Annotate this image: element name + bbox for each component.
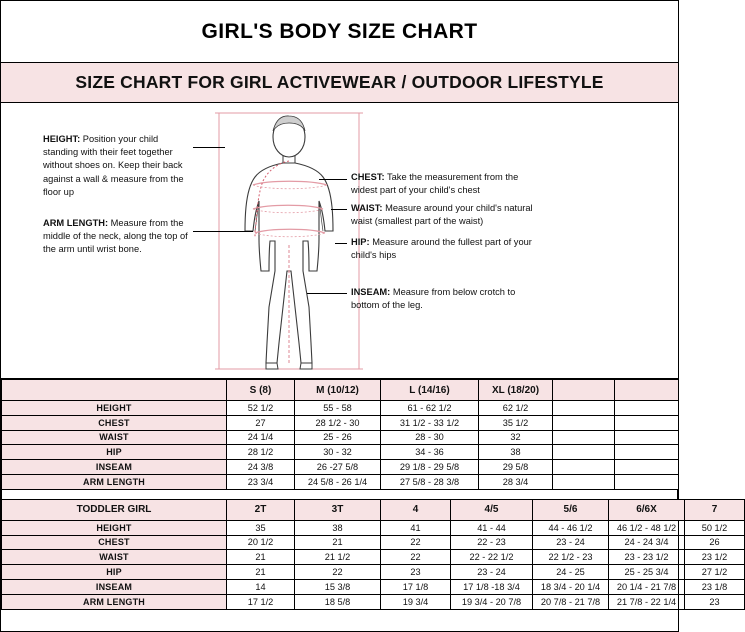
- girls-cell-waist-x2: [615, 430, 679, 445]
- girls-cell-arm-s: 23 3/4: [227, 474, 295, 489]
- toddler-cell-arm-6-6x: 21 7/8 - 22 1/4: [609, 594, 685, 609]
- toddler-cell-height-3t: 38: [295, 520, 381, 535]
- girls-cell-hip-xl: 38: [479, 445, 553, 460]
- girls-row-label-height: HEIGHT: [2, 401, 227, 416]
- note-waist-label: WAIST:: [351, 203, 383, 213]
- toddler-cell-waist-5-6: 22 1/2 - 23: [533, 550, 609, 565]
- girls-cell-chest-m: 28 1/2 - 30: [295, 415, 381, 430]
- table-row: [2, 460, 679, 475]
- girls-size-table: [1, 379, 679, 490]
- toddler-cell-inseam-7: 23 1/8: [685, 579, 745, 594]
- toddler-size-table-block: [1, 499, 728, 610]
- girls-cell-waist-m: 25 - 26: [295, 430, 381, 445]
- toddler-cell-chest-2t: 20 1/2: [227, 535, 295, 550]
- toddler-cell-height-6-6x: 46 1/2 - 48 1/2: [609, 520, 685, 535]
- girls-header-xl: XL (18/20): [479, 380, 553, 401]
- girl-figure-illustration: [209, 111, 369, 373]
- note-height: [43, 133, 193, 199]
- girls-cell-chest-l: 31 1/2 - 33 1/2: [381, 415, 479, 430]
- girls-cell-height-x2: [615, 401, 679, 416]
- girls-cell-arm-x2: [615, 474, 679, 489]
- toddler-cell-hip-2t: 21: [227, 565, 295, 580]
- table-row: [2, 474, 679, 489]
- girls-cell-hip-x1: [553, 445, 615, 460]
- toddler-header-3t: 3T: [295, 499, 381, 520]
- toddler-cell-chest-3t: 21: [295, 535, 381, 550]
- toddler-cell-waist-4-5: 22 - 22 1/2: [451, 550, 533, 565]
- toddler-header-7: 7: [685, 499, 745, 520]
- toddler-cell-chest-4: 22: [381, 535, 451, 550]
- table-row: [2, 535, 745, 550]
- toddler-cell-arm-7: 23: [685, 594, 745, 609]
- girls-cell-arm-x1: [553, 474, 615, 489]
- toddler-row-label-waist: WAIST: [2, 550, 227, 565]
- toddler-row-label-chest: CHEST: [2, 535, 227, 550]
- girls-cell-waist-s: 24 1/4: [227, 430, 295, 445]
- girls-cell-inseam-s: 24 3/8: [227, 460, 295, 475]
- girls-size-table-block: [1, 379, 678, 490]
- note-chest-label: CHEST:: [351, 172, 385, 182]
- leader-arm-length: [193, 231, 253, 232]
- toddler-cell-hip-3t: 22: [295, 565, 381, 580]
- girls-cell-chest-x1: [553, 415, 615, 430]
- note-height-text: Position your child standing with their feet together without shoes on. Keep their back against a wall & measure from the floor up: [43, 134, 184, 197]
- girls-cell-waist-xl: 32: [479, 430, 553, 445]
- girls-cell-chest-x2: [615, 415, 679, 430]
- girls-cell-hip-x2: [615, 445, 679, 460]
- leader-waist: [331, 209, 347, 210]
- note-waist: [351, 202, 541, 228]
- note-hip: [351, 236, 541, 262]
- toddler-cell-waist-4: 22: [381, 550, 451, 565]
- toddler-cell-hip-4: 23: [381, 565, 451, 580]
- toddler-header-title: TODDLER GIRL: [2, 499, 227, 520]
- toddler-size-table: [1, 499, 745, 610]
- toddler-row-label-arm-length: ARM LENGTH: [2, 594, 227, 609]
- toddler-cell-inseam-3t: 15 3/8: [295, 579, 381, 594]
- toddler-cell-hip-4-5: 23 - 24: [451, 565, 533, 580]
- table-row: [2, 579, 745, 594]
- toddler-row-label-height: HEIGHT: [2, 520, 227, 535]
- girls-cell-arm-xl: 28 3/4: [479, 474, 553, 489]
- table-row: [2, 594, 745, 609]
- girls-cell-height-xl: 62 1/2: [479, 401, 553, 416]
- table-row: [2, 445, 679, 460]
- girls-cell-inseam-m: 26 -27 5/8: [295, 460, 381, 475]
- subtitle-bar: [1, 63, 678, 103]
- girls-cell-hip-m: 30 - 32: [295, 445, 381, 460]
- girls-header-s: S (8): [227, 380, 295, 401]
- leader-inseam: [307, 293, 347, 294]
- table-row: [2, 520, 745, 535]
- girls-header-l: L (14/16): [381, 380, 479, 401]
- toddler-cell-height-4-5: 41 - 44: [451, 520, 533, 535]
- note-chest: [351, 171, 541, 197]
- girls-row-label-waist: WAIST: [2, 430, 227, 445]
- girls-cell-height-l: 61 - 62 1/2: [381, 401, 479, 416]
- leader-height: [193, 147, 225, 148]
- leader-hip: [335, 243, 347, 244]
- girls-cell-inseam-l: 29 1/8 - 29 5/8: [381, 460, 479, 475]
- note-height-label: HEIGHT:: [43, 134, 81, 144]
- toddler-header-5-6: 5/6: [533, 499, 609, 520]
- toddler-cell-height-5-6: 44 - 46 1/2: [533, 520, 609, 535]
- toddler-cell-chest-5-6: 23 - 24: [533, 535, 609, 550]
- girls-header-extra-1: [553, 380, 615, 401]
- toddler-row-label-hip: HIP: [2, 565, 227, 580]
- toddler-cell-inseam-5-6: 18 3/4 - 20 1/4: [533, 579, 609, 594]
- toddler-cell-inseam-2t: 14: [227, 579, 295, 594]
- toddler-header-2t: 2T: [227, 499, 295, 520]
- table-row: [2, 401, 679, 416]
- girls-cell-hip-s: 28 1/2: [227, 445, 295, 460]
- table-row: [2, 415, 679, 430]
- toddler-cell-arm-3t: 18 5/8: [295, 594, 381, 609]
- toddler-cell-chest-7: 26: [685, 535, 745, 550]
- toddler-cell-inseam-6-6x: 20 1/4 - 21 7/8: [609, 579, 685, 594]
- girls-row-label-inseam: INSEAM: [2, 460, 227, 475]
- girls-header-m: M (10/12): [295, 380, 381, 401]
- table-row: [2, 430, 679, 445]
- girls-cell-chest-xl: 35 1/2: [479, 415, 553, 430]
- toddler-header-4-5: 4/5: [451, 499, 533, 520]
- note-inseam-label: INSEAM:: [351, 287, 391, 297]
- note-chest-text: Take the measurement from the widest part of your child's chest: [351, 172, 519, 196]
- toddler-cell-hip-5-6: 24 - 25: [533, 565, 609, 580]
- toddler-cell-waist-2t: 21: [227, 550, 295, 565]
- girls-cell-inseam-xl: 29 5/8: [479, 460, 553, 475]
- toddler-cell-hip-7: 27 1/2: [685, 565, 745, 580]
- toddler-cell-chest-4-5: 22 - 23: [451, 535, 533, 550]
- toddler-table-header-row: [2, 499, 745, 520]
- girls-table-header-row: [2, 380, 679, 401]
- toddler-row-label-inseam: INSEAM: [2, 579, 227, 594]
- toddler-cell-height-7: 50 1/2: [685, 520, 745, 535]
- toddler-cell-waist-6-6x: 23 - 23 1/2: [609, 550, 685, 565]
- girls-cell-arm-m: 24 5/8 - 26 1/4: [295, 474, 381, 489]
- toddler-cell-arm-2t: 17 1/2: [227, 594, 295, 609]
- note-hip-label: HIP:: [351, 237, 370, 247]
- girls-row-label-hip: HIP: [2, 445, 227, 460]
- girls-cell-inseam-x1: [553, 460, 615, 475]
- note-arm-length-label: ARM LENGTH:: [43, 218, 109, 228]
- table-row: [2, 550, 745, 565]
- note-hip-text: Measure around the fullest part of your child's hips: [351, 237, 532, 261]
- girls-cell-inseam-x2: [615, 460, 679, 475]
- table-spacer: [1, 490, 678, 499]
- toddler-cell-arm-4: 19 3/4: [381, 594, 451, 609]
- girls-cell-height-m: 55 - 58: [295, 401, 381, 416]
- toddler-cell-height-2t: 35: [227, 520, 295, 535]
- figure-svg: [209, 111, 369, 373]
- toddler-cell-height-4: 41: [381, 520, 451, 535]
- toddler-cell-waist-7: 23 1/2: [685, 550, 745, 565]
- toddler-cell-hip-6-6x: 25 - 25 3/4: [609, 565, 685, 580]
- note-arm-length-text: Measure from the middle of the neck, along the top of the arm until wrist bone.: [43, 218, 188, 255]
- toddler-header-6-6x: 6/6X: [609, 499, 685, 520]
- girls-cell-hip-l: 34 - 36: [381, 445, 479, 460]
- page-title: GIRL'S BODY SIZE CHART: [201, 19, 478, 43]
- girls-row-label-arm-length: ARM LENGTH: [2, 474, 227, 489]
- toddler-cell-waist-3t: 21 1/2: [295, 550, 381, 565]
- girls-header-blank: [2, 380, 227, 401]
- table-row: [2, 565, 745, 580]
- girls-cell-arm-l: 27 5/8 - 28 3/8: [381, 474, 479, 489]
- toddler-header-4: 4: [381, 499, 451, 520]
- title-bar: [1, 1, 678, 63]
- toddler-cell-chest-6-6x: 24 - 24 3/4: [609, 535, 685, 550]
- girls-cell-chest-s: 27: [227, 415, 295, 430]
- girls-cell-waist-l: 28 - 30: [381, 430, 479, 445]
- note-waist-text: Measure around your child's natural waist (smallest part of the waist): [351, 203, 533, 227]
- leader-chest: [319, 179, 347, 180]
- girls-cell-height-x1: [553, 401, 615, 416]
- toddler-cell-arm-4-5: 19 3/4 - 20 7/8: [451, 594, 533, 609]
- girls-header-extra-2: [615, 380, 679, 401]
- girls-cell-waist-x1: [553, 430, 615, 445]
- toddler-cell-arm-5-6: 20 7/8 - 21 7/8: [533, 594, 609, 609]
- toddler-cell-inseam-4-5: 17 1/8 -18 3/4: [451, 579, 533, 594]
- note-inseam-text: Measure from below crotch to bottom of the leg.: [351, 287, 516, 311]
- measurement-diagram: [1, 103, 678, 379]
- note-inseam: [351, 286, 541, 312]
- girls-row-label-chest: CHEST: [2, 415, 227, 430]
- note-arm-length: [43, 217, 193, 257]
- girls-cell-height-s: 52 1/2: [227, 401, 295, 416]
- page-subtitle: SIZE CHART FOR GIRL ACTIVEWEAR / OUTDOOR LIFESTYLE: [75, 72, 604, 92]
- toddler-cell-inseam-4: 17 1/8: [381, 579, 451, 594]
